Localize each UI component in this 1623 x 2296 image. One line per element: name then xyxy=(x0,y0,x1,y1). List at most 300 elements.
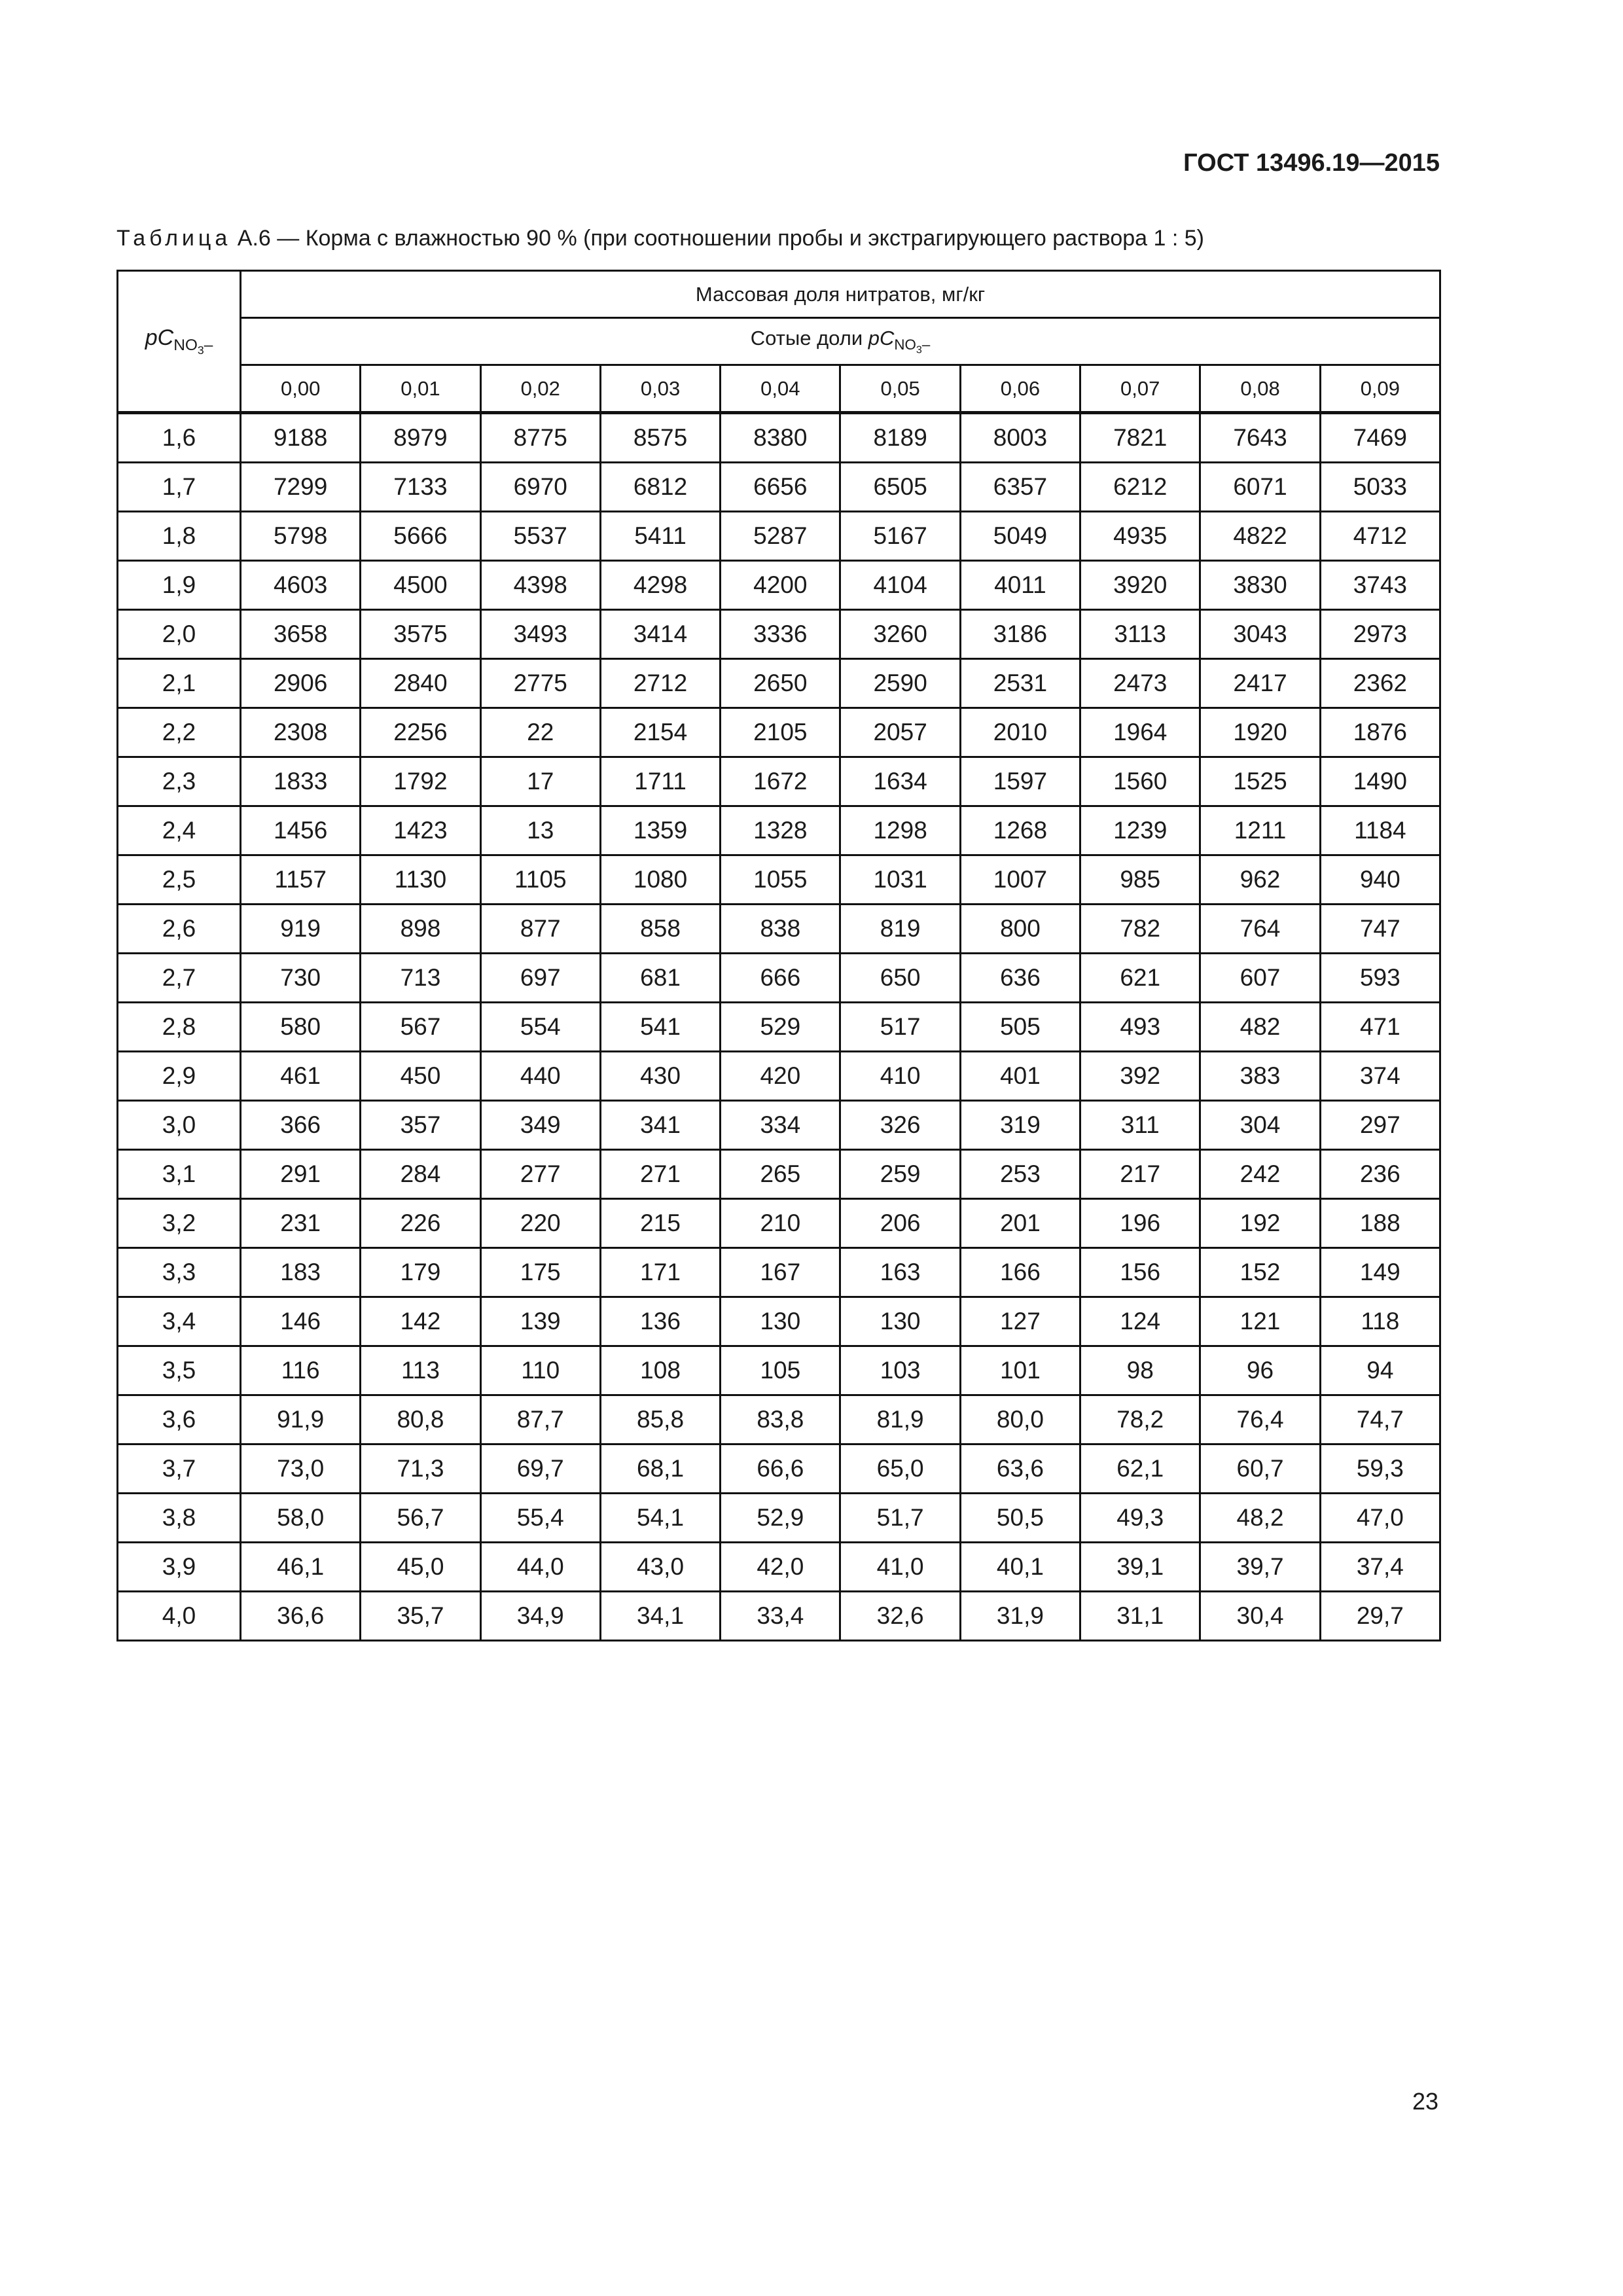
table-row xyxy=(118,1592,1440,1641)
table-cell: 35,7 xyxy=(361,1592,480,1641)
table-cell: 2840 xyxy=(361,659,480,708)
table-cell: 39,1 xyxy=(1080,1543,1200,1592)
table-cell: 156 xyxy=(1080,1248,1200,1297)
row-pc-value: 3,1 xyxy=(118,1150,241,1199)
table-cell: 206 xyxy=(840,1199,960,1248)
table-cell: 22 xyxy=(480,708,600,757)
table-cell: 6071 xyxy=(1200,463,1320,512)
table-cell: 4200 xyxy=(721,561,840,610)
table-cell: 505 xyxy=(960,1003,1080,1052)
table-cell: 7821 xyxy=(1080,413,1200,463)
table-cell: 47,0 xyxy=(1320,1494,1440,1543)
table-cell: 1964 xyxy=(1080,708,1200,757)
table-cell: 3920 xyxy=(1080,561,1200,610)
table-cell: 297 xyxy=(1320,1101,1440,1150)
table-cell: 41,0 xyxy=(840,1543,960,1592)
table-cell: 175 xyxy=(480,1248,600,1297)
table-cell: 8189 xyxy=(840,413,960,463)
row-pc-value: 2,8 xyxy=(118,1003,241,1052)
table-cell: 1920 xyxy=(1200,708,1320,757)
table-cell: 124 xyxy=(1080,1297,1200,1346)
table-cell: 130 xyxy=(721,1297,840,1346)
table-cell: 49,3 xyxy=(1080,1494,1200,1543)
table-cell: 2973 xyxy=(1320,610,1440,659)
table-row xyxy=(118,1248,1440,1297)
table-cell: 5287 xyxy=(721,512,840,561)
table-cell: 482 xyxy=(1200,1003,1320,1052)
table-cell: 2010 xyxy=(960,708,1080,757)
column-header: 0,09 xyxy=(1320,365,1440,413)
table-cell: 81,9 xyxy=(840,1395,960,1444)
table-cell: 6212 xyxy=(1080,463,1200,512)
table-cell: 108 xyxy=(600,1346,720,1395)
table-cell: 1456 xyxy=(241,806,361,855)
table-cell: 3830 xyxy=(1200,561,1320,610)
table-cell: 210 xyxy=(721,1199,840,1248)
table-cell: 1007 xyxy=(960,855,1080,905)
table-cell: 4822 xyxy=(1200,512,1320,561)
nitrate-table xyxy=(116,270,1441,1641)
table-cell: 80,8 xyxy=(361,1395,480,1444)
table-cell: 898 xyxy=(361,905,480,954)
table-cell: 46,1 xyxy=(241,1543,361,1592)
table-cell: 183 xyxy=(241,1248,361,1297)
table-row xyxy=(118,1297,1440,1346)
table-cell: 383 xyxy=(1200,1052,1320,1101)
table-row xyxy=(118,1444,1440,1494)
table-cell: 349 xyxy=(480,1101,600,1150)
table-cell: 4603 xyxy=(241,561,361,610)
table-cell: 42,0 xyxy=(721,1543,840,1592)
table-cell: 271 xyxy=(600,1150,720,1199)
table-cell: 529 xyxy=(721,1003,840,1052)
table-cell: 121 xyxy=(1200,1297,1320,1346)
table-cell: 110 xyxy=(480,1346,600,1395)
table-cell: 5033 xyxy=(1320,463,1440,512)
row-pc-value: 3,3 xyxy=(118,1248,241,1297)
table-cell: 40,1 xyxy=(960,1543,1080,1592)
table-cell: 253 xyxy=(960,1150,1080,1199)
table-cell: 420 xyxy=(721,1052,840,1101)
table-cell: 98 xyxy=(1080,1346,1200,1395)
column-header: 0,04 xyxy=(721,365,840,413)
table-cell: 8380 xyxy=(721,413,840,463)
table-cell: 4298 xyxy=(600,561,720,610)
row-pc-value: 3,0 xyxy=(118,1101,241,1150)
table-cell: 1634 xyxy=(840,757,960,806)
table-cell: 1298 xyxy=(840,806,960,855)
table-cell: 2308 xyxy=(241,708,361,757)
table-cell: 101 xyxy=(960,1346,1080,1395)
table-row xyxy=(118,855,1440,905)
table-cell: 103 xyxy=(840,1346,960,1395)
table-cell: 7133 xyxy=(361,463,480,512)
table-cell: 461 xyxy=(241,1052,361,1101)
table-cell: 1672 xyxy=(721,757,840,806)
table-row xyxy=(118,659,1440,708)
table-cell: 2256 xyxy=(361,708,480,757)
table-cell: 83,8 xyxy=(721,1395,840,1444)
table-cell: 13 xyxy=(480,806,600,855)
table-cell: 66,6 xyxy=(721,1444,840,1494)
table-cell: 7299 xyxy=(241,463,361,512)
table-cell: 666 xyxy=(721,954,840,1003)
row-pc-value: 1,9 xyxy=(118,561,241,610)
table-cell: 1525 xyxy=(1200,757,1320,806)
table-cell: 782 xyxy=(1080,905,1200,954)
table-cell: 31,1 xyxy=(1080,1592,1200,1641)
row-pc-value: 3,5 xyxy=(118,1346,241,1395)
table-cell: 105 xyxy=(721,1346,840,1395)
table-cell: 1105 xyxy=(480,855,600,905)
row-pc-value: 1,6 xyxy=(118,413,241,463)
table-cell: 265 xyxy=(721,1150,840,1199)
table-cell: 91,9 xyxy=(241,1395,361,1444)
table-cell: 607 xyxy=(1200,954,1320,1003)
table-cell: 7643 xyxy=(1200,413,1320,463)
table-row xyxy=(118,1003,1440,1052)
table-cell: 34,9 xyxy=(480,1592,600,1641)
table-cell: 2154 xyxy=(600,708,720,757)
table-cell: 242 xyxy=(1200,1150,1320,1199)
table-cell: 3743 xyxy=(1320,561,1440,610)
table-cell: 6970 xyxy=(480,463,600,512)
table-cell: 52,9 xyxy=(721,1494,840,1543)
table-cell: 17 xyxy=(480,757,600,806)
column-header: 0,02 xyxy=(480,365,600,413)
table-cell: 50,5 xyxy=(960,1494,1080,1543)
table-cell: 430 xyxy=(600,1052,720,1101)
table-cell: 5798 xyxy=(241,512,361,561)
table-cell: 127 xyxy=(960,1297,1080,1346)
table-cell: 962 xyxy=(1200,855,1320,905)
table-cell: 226 xyxy=(361,1199,480,1248)
table-caption xyxy=(116,226,1204,251)
table-cell: 3043 xyxy=(1200,610,1320,659)
table-cell: 838 xyxy=(721,905,840,954)
table-cell: 401 xyxy=(960,1052,1080,1101)
table-cell: 2531 xyxy=(960,659,1080,708)
table-cell: 9188 xyxy=(241,413,361,463)
table-cell: 76,4 xyxy=(1200,1395,1320,1444)
row-pc-value: 3,7 xyxy=(118,1444,241,1494)
row-pc-value: 2,6 xyxy=(118,905,241,954)
table-cell: 554 xyxy=(480,1003,600,1052)
table-cell: 636 xyxy=(960,954,1080,1003)
table-cell: 858 xyxy=(600,905,720,954)
table-cell: 62,1 xyxy=(1080,1444,1200,1494)
table-cell: 36,6 xyxy=(241,1592,361,1641)
table-cell: 85,8 xyxy=(600,1395,720,1444)
table-cell: 217 xyxy=(1080,1150,1200,1199)
table-cell: 1211 xyxy=(1200,806,1320,855)
table-cell: 196 xyxy=(1080,1199,1200,1248)
caption-text: А.6 — Корма с влажностью 90 % (при соотношении пробы и экстрагирующего раствора 1 : 5) xyxy=(237,226,1204,251)
document-standard-code: ГОСТ 13496.19—2015 xyxy=(1183,149,1440,177)
table-cell: 2057 xyxy=(840,708,960,757)
table-cell: 2473 xyxy=(1080,659,1200,708)
table-cell: 5537 xyxy=(480,512,600,561)
table-cell: 3186 xyxy=(960,610,1080,659)
table-cell: 2650 xyxy=(721,659,840,708)
table-row xyxy=(118,463,1440,512)
table-cell: 366 xyxy=(241,1101,361,1150)
sub-header: Сотые доли $pC_{NO_3-}$ xyxy=(241,318,1440,365)
group-header: Массовая доля нитратов, мг/кг xyxy=(241,271,1440,318)
table-cell: 764 xyxy=(1200,905,1320,954)
column-header: 0,08 xyxy=(1200,365,1320,413)
table-cell: 6505 xyxy=(840,463,960,512)
table-row xyxy=(118,1346,1440,1395)
table-row xyxy=(118,1494,1440,1543)
table-row xyxy=(118,806,1440,855)
table-cell: 220 xyxy=(480,1199,600,1248)
table-cell: 5666 xyxy=(361,512,480,561)
row-pc-value: 3,6 xyxy=(118,1395,241,1444)
table-cell: 1423 xyxy=(361,806,480,855)
table-cell: 87,7 xyxy=(480,1395,600,1444)
table-cell: 730 xyxy=(241,954,361,1003)
table-cell: 45,0 xyxy=(361,1543,480,1592)
table-cell: 8003 xyxy=(960,413,1080,463)
table-cell: 1711 xyxy=(600,757,720,806)
table-cell: 59,3 xyxy=(1320,1444,1440,1494)
table-cell: 179 xyxy=(361,1248,480,1297)
table-cell: 284 xyxy=(361,1150,480,1199)
column-header: 0,00 xyxy=(241,365,361,413)
table-cell: 63,6 xyxy=(960,1444,1080,1494)
table-cell: 334 xyxy=(721,1101,840,1150)
table-cell: 8979 xyxy=(361,413,480,463)
table-cell: 6357 xyxy=(960,463,1080,512)
table-cell: 136 xyxy=(600,1297,720,1346)
table-cell: 493 xyxy=(1080,1003,1200,1052)
column-header: 0,05 xyxy=(840,365,960,413)
table-cell: 1490 xyxy=(1320,757,1440,806)
table-cell: 73,0 xyxy=(241,1444,361,1494)
row-pc-value: 4,0 xyxy=(118,1592,241,1641)
table-cell: 2906 xyxy=(241,659,361,708)
table-cell: 167 xyxy=(721,1248,840,1297)
table-cell: 2590 xyxy=(840,659,960,708)
table-cell: 277 xyxy=(480,1150,600,1199)
table-cell: 5167 xyxy=(840,512,960,561)
table-cell: 33,4 xyxy=(721,1592,840,1641)
row-header-pc: $pC_{NO_3-}$ xyxy=(118,271,241,413)
table-row xyxy=(118,1543,1440,1592)
table-cell: 1792 xyxy=(361,757,480,806)
row-pc-value: 3,8 xyxy=(118,1494,241,1543)
table-cell: 113 xyxy=(361,1346,480,1395)
row-pc-value: 2,2 xyxy=(118,708,241,757)
table-cell: 291 xyxy=(241,1150,361,1199)
table-cell: 1157 xyxy=(241,855,361,905)
table-cell: 3658 xyxy=(241,610,361,659)
table-cell: 55,4 xyxy=(480,1494,600,1543)
table-cell: 116 xyxy=(241,1346,361,1395)
table-cell: 146 xyxy=(241,1297,361,1346)
table-cell: 80,0 xyxy=(960,1395,1080,1444)
caption-word: Таблица xyxy=(116,226,232,251)
table-cell: 3336 xyxy=(721,610,840,659)
column-header: 0,03 xyxy=(600,365,720,413)
table-row xyxy=(118,413,1440,463)
table-cell: 5049 xyxy=(960,512,1080,561)
table-cell: 69,7 xyxy=(480,1444,600,1494)
table-cell: 3113 xyxy=(1080,610,1200,659)
table-cell: 621 xyxy=(1080,954,1200,1003)
table-cell: 142 xyxy=(361,1297,480,1346)
table-cell: 3414 xyxy=(600,610,720,659)
table-cell: 471 xyxy=(1320,1003,1440,1052)
table-cell: 440 xyxy=(480,1052,600,1101)
table-cell: 56,7 xyxy=(361,1494,480,1543)
row-pc-value: 2,7 xyxy=(118,954,241,1003)
table-cell: 341 xyxy=(600,1101,720,1150)
table-cell: 1080 xyxy=(600,855,720,905)
table-cell: 1184 xyxy=(1320,806,1440,855)
table-cell: 3260 xyxy=(840,610,960,659)
table-cell: 4398 xyxy=(480,561,600,610)
table-cell: 8775 xyxy=(480,413,600,463)
table-cell: 800 xyxy=(960,905,1080,954)
table-row xyxy=(118,561,1440,610)
table-cell: 94 xyxy=(1320,1346,1440,1395)
table-cell: 201 xyxy=(960,1199,1080,1248)
table-row xyxy=(118,1199,1440,1248)
table-cell: 259 xyxy=(840,1150,960,1199)
table-cell: 39,7 xyxy=(1200,1543,1320,1592)
table-cell: 593 xyxy=(1320,954,1440,1003)
table-cell: 940 xyxy=(1320,855,1440,905)
table-cell: 78,2 xyxy=(1080,1395,1200,1444)
table-cell: 1328 xyxy=(721,806,840,855)
table-cell: 1055 xyxy=(721,855,840,905)
table-row xyxy=(118,954,1440,1003)
table-cell: 319 xyxy=(960,1101,1080,1150)
table-cell: 8575 xyxy=(600,413,720,463)
table-cell: 517 xyxy=(840,1003,960,1052)
table-cell: 567 xyxy=(361,1003,480,1052)
table-cell: 697 xyxy=(480,954,600,1003)
table-cell: 74,7 xyxy=(1320,1395,1440,1444)
table-cell: 118 xyxy=(1320,1297,1440,1346)
table-cell: 4011 xyxy=(960,561,1080,610)
table-cell: 139 xyxy=(480,1297,600,1346)
table-cell: 54,1 xyxy=(600,1494,720,1543)
row-pc-value: 2,5 xyxy=(118,855,241,905)
table-cell: 985 xyxy=(1080,855,1200,905)
table-cell: 37,4 xyxy=(1320,1543,1440,1592)
table-cell: 58,0 xyxy=(241,1494,361,1543)
table-cell: 192 xyxy=(1200,1199,1320,1248)
table-cell: 1239 xyxy=(1080,806,1200,855)
table-cell: 30,4 xyxy=(1200,1592,1320,1641)
table-cell: 152 xyxy=(1200,1248,1320,1297)
table-cell: 650 xyxy=(840,954,960,1003)
row-pc-value: 2,4 xyxy=(118,806,241,855)
table-cell: 71,3 xyxy=(361,1444,480,1494)
table-cell: 1031 xyxy=(840,855,960,905)
table-row xyxy=(118,1395,1440,1444)
table-cell: 48,2 xyxy=(1200,1494,1320,1543)
table-cell: 31,9 xyxy=(960,1592,1080,1641)
row-pc-value: 1,8 xyxy=(118,512,241,561)
table-cell: 231 xyxy=(241,1199,361,1248)
table-cell: 450 xyxy=(361,1052,480,1101)
table-cell: 1597 xyxy=(960,757,1080,806)
table-cell: 713 xyxy=(361,954,480,1003)
table-cell: 188 xyxy=(1320,1199,1440,1248)
row-pc-value: 2,0 xyxy=(118,610,241,659)
table-cell: 326 xyxy=(840,1101,960,1150)
column-header: 0,07 xyxy=(1080,365,1200,413)
table-cell: 166 xyxy=(960,1248,1080,1297)
table-row xyxy=(118,610,1440,659)
table-cell: 4104 xyxy=(840,561,960,610)
table-row xyxy=(118,512,1440,561)
table-row xyxy=(118,757,1440,806)
table-cell: 3493 xyxy=(480,610,600,659)
table-cell: 7469 xyxy=(1320,413,1440,463)
table-cell: 311 xyxy=(1080,1101,1200,1150)
table-cell: 304 xyxy=(1200,1101,1320,1150)
table-cell: 2417 xyxy=(1200,659,1320,708)
row-pc-value: 2,9 xyxy=(118,1052,241,1101)
table-row xyxy=(118,708,1440,757)
page-number: 23 xyxy=(1412,2088,1438,2115)
table-cell: 2712 xyxy=(600,659,720,708)
column-header: 0,01 xyxy=(361,365,480,413)
table-cell: 43,0 xyxy=(600,1543,720,1592)
table-cell: 1359 xyxy=(600,806,720,855)
table-cell: 51,7 xyxy=(840,1494,960,1543)
row-pc-value: 2,1 xyxy=(118,659,241,708)
table-cell: 919 xyxy=(241,905,361,954)
table-cell: 747 xyxy=(1320,905,1440,954)
table-cell: 2362 xyxy=(1320,659,1440,708)
table-cell: 163 xyxy=(840,1248,960,1297)
table-cell: 5411 xyxy=(600,512,720,561)
table-cell: 1876 xyxy=(1320,708,1440,757)
row-pc-value: 3,4 xyxy=(118,1297,241,1346)
table-cell: 236 xyxy=(1320,1150,1440,1199)
row-pc-value: 3,2 xyxy=(118,1199,241,1248)
row-pc-value: 3,9 xyxy=(118,1543,241,1592)
table-cell: 4712 xyxy=(1320,512,1440,561)
table-cell: 149 xyxy=(1320,1248,1440,1297)
table-cell: 1130 xyxy=(361,855,480,905)
table-cell: 68,1 xyxy=(600,1444,720,1494)
table-cell: 215 xyxy=(600,1199,720,1248)
table-cell: 96 xyxy=(1200,1346,1320,1395)
table-row xyxy=(118,905,1440,954)
column-header: 0,06 xyxy=(960,365,1080,413)
table-cell: 29,7 xyxy=(1320,1592,1440,1641)
row-pc-value: 2,3 xyxy=(118,757,241,806)
table-cell: 1833 xyxy=(241,757,361,806)
table-cell: 34,1 xyxy=(600,1592,720,1641)
table-cell: 4935 xyxy=(1080,512,1200,561)
table-cell: 4500 xyxy=(361,561,480,610)
table-cell: 2105 xyxy=(721,708,840,757)
table-cell: 392 xyxy=(1080,1052,1200,1101)
table-row xyxy=(118,1052,1440,1101)
table-cell: 1560 xyxy=(1080,757,1200,806)
table-cell: 1268 xyxy=(960,806,1080,855)
table-cell: 357 xyxy=(361,1101,480,1150)
table-cell: 44,0 xyxy=(480,1543,600,1592)
